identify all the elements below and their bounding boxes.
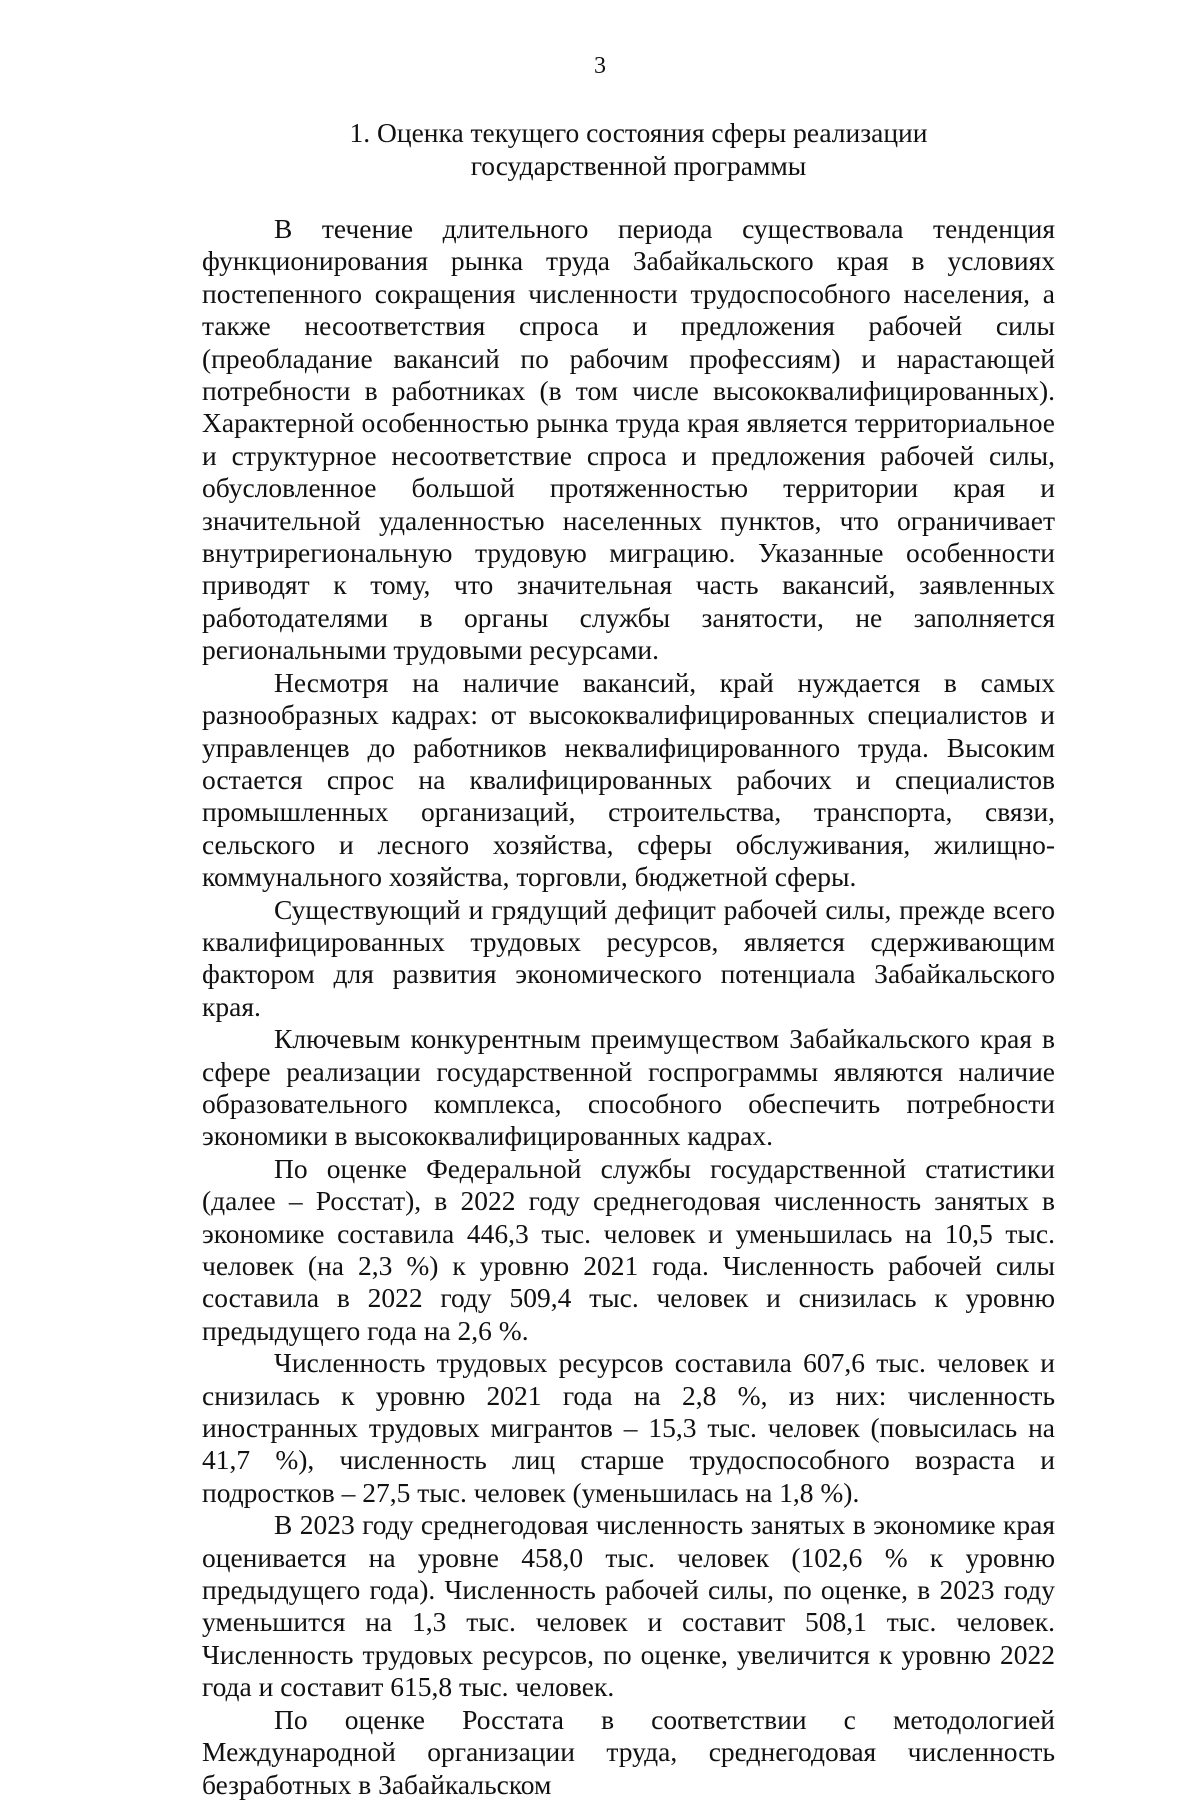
paragraph-employment-2023: В 2023 году среднегодовая численность занятых в экономике края оценивается на уровне 458,0 тыс. человек (102,6 % к уровню предыдущего года). Численность рабочей силы, по оценке, в 2023 году уменьшится на 1,3 тыс. человек и составит 508,1 тыс. человек. Численность трудовых ресурсов, по оценке, увеличится к уровню 2022 года и составит 615,8 тыс. человек. bbox=[202, 1509, 1055, 1703]
paragraph-staffing-needs: Несмотря на наличие вакансий, край нуждается в самых разнообразных кадрах: от высококвалифицированных специалистов и управленцев до работников неквалифицированного труда. Высоким остается спрос на квалифицированных рабочих и специалистов промышленных организаций, строительства, транспорта, связи, сельского и лесного хозяйства, сферы обслуживания, жилищно-коммунального хозяйства, торговли, бюджетной сферы. bbox=[202, 666, 1055, 893]
paragraph-labor-resources: Численность трудовых ресурсов составила 607,6 тыс. человек и снизилась к уровню 2021 года на 2,8 %, из них: численность иностранных трудовых мигрантов – 15,3 тыс. человек (повысилась на 41,7 %), численность лиц старше трудоспособного возраста и подростков – 27,5 тыс. человек (уменьшилась на 1,8 %). bbox=[202, 1347, 1055, 1508]
paragraph-unemployment: По оценке Росстата в соответствии с методологией Международной организации труда, среднегодовая численность безработных в Забайкальском bbox=[202, 1703, 1055, 1800]
section-heading-line-2: государственной программы bbox=[470, 150, 807, 181]
body-text bbox=[202, 213, 1055, 1801]
page-number: 3 bbox=[594, 53, 606, 79]
paragraph-workforce-deficit: Существующий и грядущий дефицит рабочей силы, прежде всего квалифицированных трудовых ресурсов, является сдерживающим фактором для развития экономического потенциала Забайкальского края. bbox=[202, 893, 1055, 1022]
section-heading bbox=[202, 116, 1055, 182]
paragraph-employment-2022: По оценке Федеральной службы государственной статистики (далее – Росстат), в 2022 году среднегодовая численность занятых в экономике составила 446,3 тыс. человек и уменьшилась на 10,5 тыс. человек (на 2,3 %) к уровню 2021 года. Численность рабочей силы составила в 2022 году 509,4 тыс. человек и снизилась к уровню предыдущего года на 2,6 %. bbox=[202, 1152, 1055, 1346]
paragraph-competitive-advantage: Ключевым конкурентным преимуществом Забайкальского края в сфере реализации государственной госпрограммы являются наличие образовательного комплекса, способного обеспечить потребности экономики в высококвалифицированных кадрах. bbox=[202, 1023, 1055, 1152]
section-heading-line-1: 1. Оценка текущего состояния сферы реализации bbox=[349, 117, 928, 148]
paragraph-labor-market-trends: В течение длительного периода существовала тенденция функционирования рынка труда Забайкальского края в условиях постепенного сокращения численности трудоспособного населения, а также несоответствия спроса и предложения рабочей силы (преобладание вакансий по рабочим профессиям) и нарастающей потребности в работниках (в том числе высококвалифицированных). Характерной особенностью рынка труда края является территориальное и структурное несоответствие спроса и предложения рабочей силы, обусловленное большой протяженностью территории края и значительной удаленностью населенных пунктов, что ограничивает внутрирегиональную трудовую миграцию. Указанные особенности приводят к тому, что значительная часть вакансий, заявленных работодателями в органы службы занятости, не заполняется региональными трудовыми ресурсами. bbox=[202, 213, 1055, 666]
